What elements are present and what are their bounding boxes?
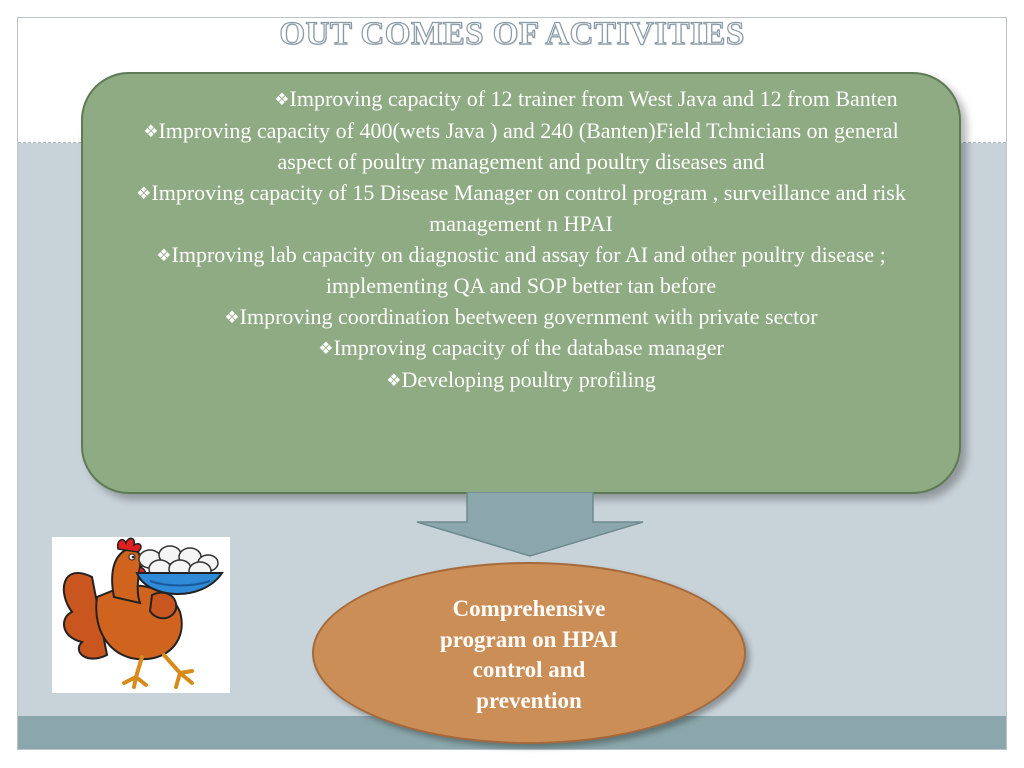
diamond-bullet-icon: ❖ <box>224 307 240 327</box>
outcomes-box <box>81 72 961 494</box>
result-line-1: Comprehensive <box>452 596 606 621</box>
rooster-icon <box>52 537 230 693</box>
outcome-text-2: Improving capacity of 400(wets Java ) and 240 (Banten)Field Tchnicians on general aspect of poultry management and poultry diseases and <box>158 117 899 174</box>
diamond-bullet-icon: ❖ <box>318 339 334 358</box>
outcome-text-1: Improving capacity of 12 trainer from West Java and 12 from Banten <box>289 86 898 111</box>
result-line-2: program on HPAI <box>439 626 619 652</box>
result-line-3: control and <box>472 657 586 682</box>
outcome-text-7: Developing poultry profiling <box>401 366 656 392</box>
outcome-text-5: Improving coordination beetween government with private sector <box>239 303 818 329</box>
outcome-item-2 <box>113 116 929 178</box>
diamond-bullet-icon: ❖ <box>136 183 152 203</box>
outcome-text-3: Improving capacity of 15 Disease Manager on control program , surveillance and risk management n HPAI <box>151 179 906 236</box>
outcome-text-6: Improving capacity of the database manager <box>333 335 724 360</box>
result-line-4: prevention <box>476 687 582 713</box>
result-text <box>380 594 678 716</box>
diamond-bullet-icon: ❖ <box>156 245 172 265</box>
outcome-item-5 <box>113 302 929 334</box>
outcomes-list <box>113 84 929 396</box>
diamond-bullet-icon: ❖ <box>274 90 290 109</box>
outcome-item-4 <box>113 240 929 302</box>
down-arrow-icon <box>405 492 655 562</box>
outcome-item-3 <box>113 178 929 240</box>
slide-title: OUT COMES OF ACTIVITIES <box>279 16 745 52</box>
outcome-text-4: Improving lab capacity on diagnostic and assay for AI and other poultry disease ; implementing QA and SOP better tan before <box>171 241 886 298</box>
diamond-bullet-icon: ❖ <box>143 121 159 141</box>
diamond-bullet-icon: ❖ <box>386 370 402 390</box>
outcome-item-1 <box>113 84 929 116</box>
rooster-illustration <box>52 537 230 693</box>
outcome-item-7 <box>113 365 929 397</box>
outcome-item-6 <box>113 333 929 365</box>
